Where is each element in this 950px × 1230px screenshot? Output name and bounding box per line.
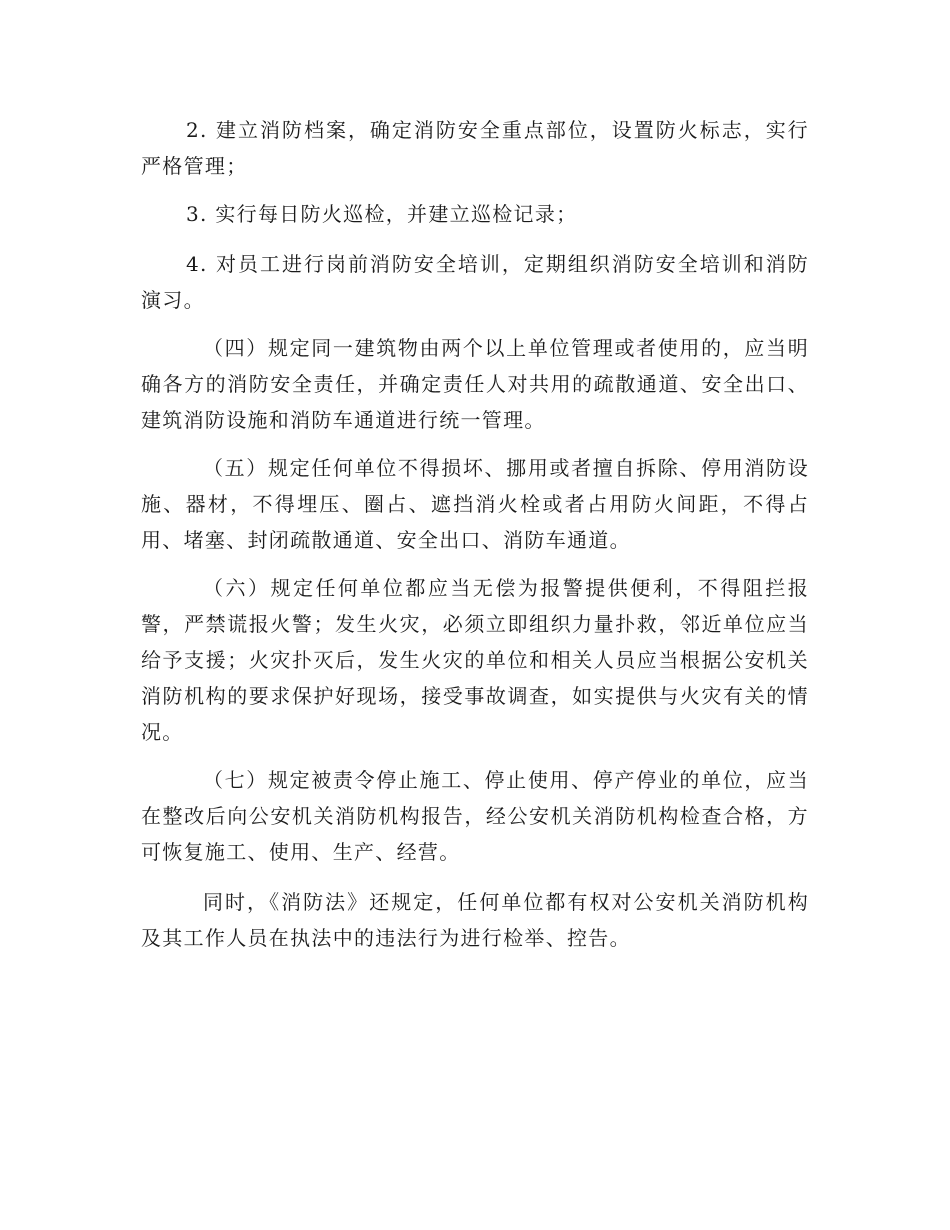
paragraph-item-2: 2. 建立消防档案，确定消防安全重点部位，设置防火标志，实行严格管理； [141,118,809,178]
paragraph-section-5: （五）规定任何单位不得损坏、挪用或者擅自拆除、停用消防设施、器材，不得埋压、圈占、遮挡消火栓或者占用防火间距，不得占用、堵塞、封闭疏散通道、安全出口、消防车通道。 [141,456,809,552]
paragraph-section-6: （六）规定任何单位都应当无偿为报警提供便利，不得阻拦报警，严禁谎报火警；发生火灾，必须立即组织力量扑救，邻近单位应当给予支援；火灾扑灭后，发生火灾的单位和相关人员应当根据公安机关消防机构的要求保护好现场，接受事故调查，如实提供与火灾有关的情况。 [141,576,809,744]
paragraph-conclusion: 同时，《消防法》还规定，任何单位都有权对公安机关消防机构及其工作人员在执法中的违法行为进行检举、控告。 [141,890,809,950]
paragraph-item-4: 4. 对员工进行岗前消防安全培训，定期组织消防安全培训和消防演习。 [141,252,809,312]
document-body [141,112,809,956]
paragraph-section-7: （七）规定被责令停止施工、停止使用、停产停业的单位，应当在整改后向公安机关消防机构报告，经公安机关消防机构检查合格，方可恢复施工、使用、生产、经营。 [141,768,809,864]
paragraph-section-4: （四）规定同一建筑物由两个以上单位管理或者使用的，应当明确各方的消防安全责任，并确定责任人对共用的疏散通道、安全出口、建筑消防设施和消防车通道进行统一管理。 [141,336,809,432]
paragraph-item-3: 3. 实行每日防火巡检，并建立巡检记录； [186,202,578,226]
